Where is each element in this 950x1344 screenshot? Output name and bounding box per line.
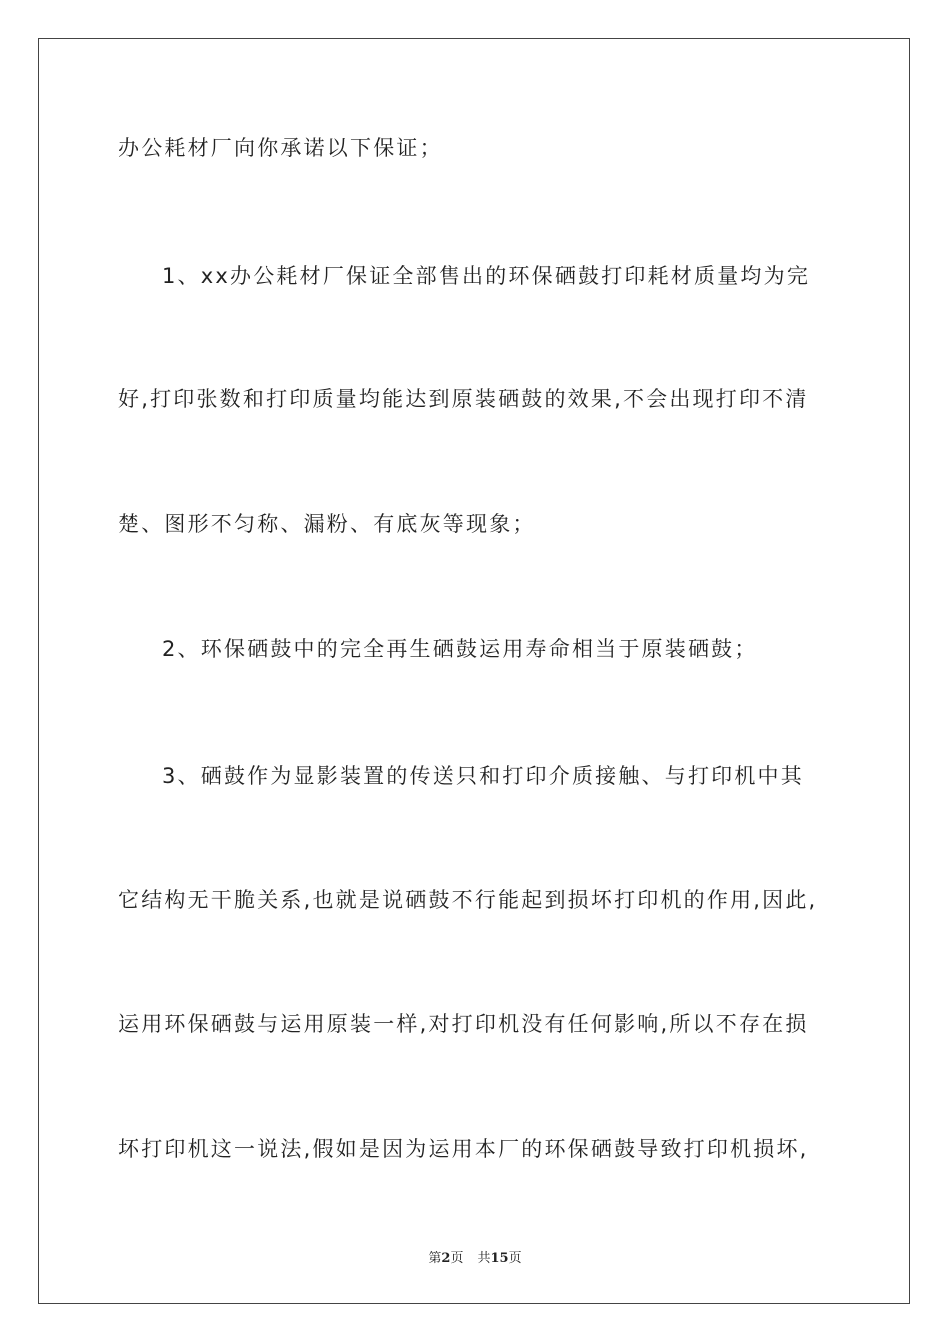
paragraph-line: 1、xx办公耗材厂保证全部售出的环保硒鼓打印耗材质量均为完: [162, 264, 811, 288]
paragraph-line: 楚、图形不匀称、漏粉、有底灰等现象；: [118, 512, 536, 536]
paragraph-line: 运用环保硒鼓与运用原装一样,对打印机没有任何影响,所以不存在损: [118, 1012, 809, 1036]
page-suffix: 页: [450, 1251, 464, 1266]
page-number: 2: [441, 1251, 451, 1266]
paragraph-line: 坏打印机这一说法,假如是因为运用本厂的环保硒鼓导致打印机损坏,: [118, 1137, 809, 1161]
paragraph-line: 好,打印张数和打印质量均能达到原装硒鼓的效果,不会出现打印不清: [118, 387, 809, 411]
total-prefix: 共: [477, 1251, 491, 1266]
paragraph-line: 2、环保硒鼓中的完全再生硒鼓运用寿命相当于原装硒鼓；: [162, 637, 758, 661]
total-suffix: 页: [508, 1251, 522, 1266]
paragraph-line: 3、硒鼓作为显影装置的传送只和打印介质接触、与打印机中其: [162, 764, 804, 788]
page-prefix: 第: [428, 1251, 442, 1266]
paragraph-line: 它结构无干脆关系,也就是说硒鼓不行能起到损坏打印机的作用,因此,: [118, 888, 818, 912]
paragraph-line: 办公耗材厂向你承诺以下保证；: [118, 136, 443, 160]
total-pages: 15: [490, 1251, 509, 1266]
page-border: [38, 38, 910, 1304]
page-footer: [0, 1247, 950, 1266]
